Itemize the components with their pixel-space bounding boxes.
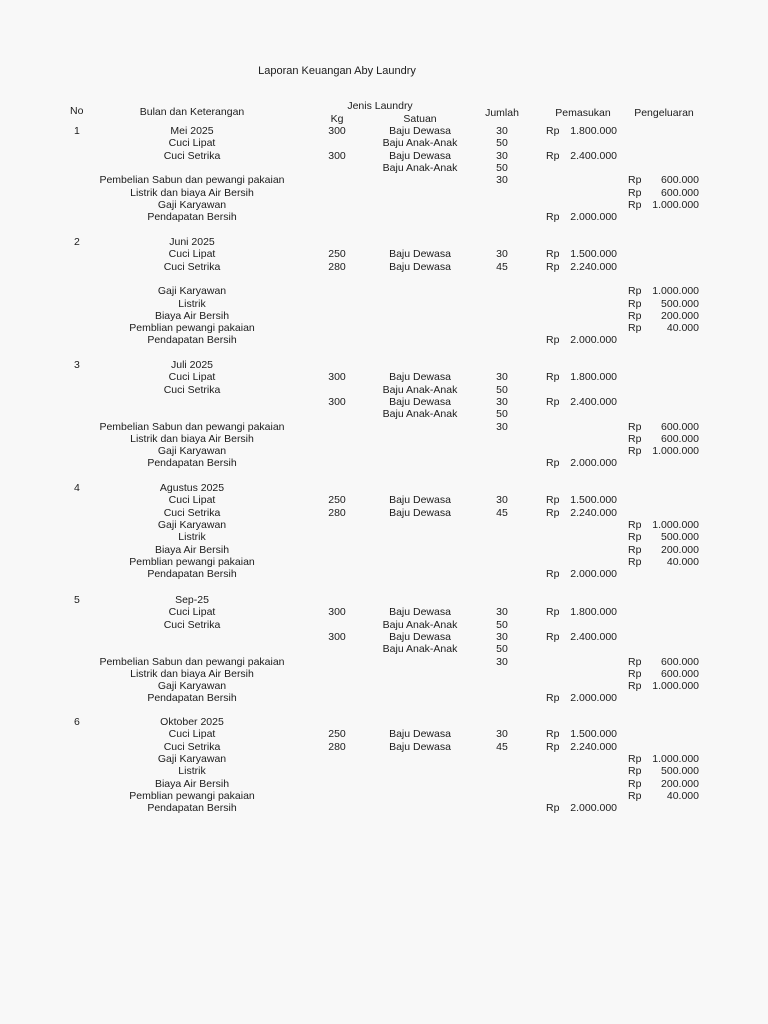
row-keterangan: Listrik (178, 765, 206, 777)
row-keterangan: Cuci Setrika (163, 384, 221, 396)
row-satuan: Baju Dewasa (389, 150, 451, 162)
row-satuan: Baju Dewasa (389, 494, 451, 506)
pengeluaran-currency: Rp (628, 680, 642, 692)
pengeluaran-currency: Rp (628, 656, 642, 668)
row-jumlah: 50 (496, 137, 508, 149)
report-title: Laporan Keuangan Aby Laundry (258, 65, 416, 77)
row-keterangan: Pendapatan Bersih (147, 457, 237, 469)
header-no: No (70, 105, 84, 117)
row-satuan: Baju Dewasa (389, 741, 451, 753)
row-jumlah: 45 (496, 261, 508, 273)
pemasukan-currency: Rp (546, 371, 560, 383)
row-satuan: Baju Anak-Anak (382, 643, 458, 655)
row-keterangan: Pembelian Sabun dan pewangi pakaian (99, 421, 285, 433)
row-satuan: Baju Dewasa (389, 261, 451, 273)
row-pemasukan: 2.400.000 (570, 150, 617, 162)
row-pengeluaran: 500.000 (661, 531, 699, 543)
row-jumlah: 45 (496, 507, 508, 519)
row-kg: 300 (328, 396, 346, 408)
row-keterangan: Pemblian pewangi pakaian (129, 790, 255, 802)
pengeluaran-currency: Rp (628, 778, 642, 790)
row-keterangan: Biaya Air Bersih (154, 778, 230, 790)
row-keterangan: Cuci Lipat (168, 137, 216, 149)
row-pemasukan: 1.800.000 (570, 125, 617, 137)
row-keterangan: Cuci Setrika (163, 619, 221, 631)
row-keterangan: Cuci Lipat (168, 728, 216, 740)
pengeluaran-currency: Rp (628, 322, 642, 334)
row-pengeluaran: 600.000 (661, 656, 699, 668)
row-jumlah: 30 (496, 606, 508, 618)
row-pemasukan: 1.500.000 (570, 728, 617, 740)
pemasukan-currency: Rp (546, 211, 560, 223)
pengeluaran-currency: Rp (628, 765, 642, 777)
row-pengeluaran: 1.000.000 (652, 753, 699, 765)
row-pemasukan: 1.500.000 (570, 494, 617, 506)
row-jumlah: 30 (496, 174, 508, 186)
row-pemasukan: 1.800.000 (570, 371, 617, 383)
row-keterangan: Cuci Lipat (168, 606, 216, 618)
row-pengeluaran: 1.000.000 (652, 445, 699, 457)
row-jumlah: 50 (496, 162, 508, 174)
row-pengeluaran: 1.000.000 (652, 680, 699, 692)
row-pengeluaran: 200.000 (661, 310, 699, 322)
row-jumlah: 30 (496, 371, 508, 383)
pemasukan-currency: Rp (546, 150, 560, 162)
row-keterangan: Cuci Setrika (163, 150, 221, 162)
pengeluaran-currency: Rp (628, 298, 642, 310)
pemasukan-currency: Rp (546, 692, 560, 704)
row-pemasukan: 1.500.000 (570, 248, 617, 260)
row-kg: 300 (328, 150, 346, 162)
row-pengeluaran: 1.000.000 (652, 519, 699, 531)
row-satuan: Baju Dewasa (389, 631, 451, 643)
row-keterangan: Listrik (178, 298, 206, 310)
row-pengeluaran: 600.000 (661, 187, 699, 199)
row-jumlah: 45 (496, 741, 508, 753)
row-keterangan: Cuci Setrika (163, 507, 221, 519)
pemasukan-currency: Rp (546, 606, 560, 618)
pengeluaran-currency: Rp (628, 199, 642, 211)
row-keterangan: Gaji Karyawan (157, 199, 227, 211)
row-satuan: Baju Dewasa (389, 248, 451, 260)
row-pemasukan: 2.000.000 (570, 457, 617, 469)
row-keterangan: Listrik dan biaya Air Bersih (130, 433, 254, 445)
section-number: 6 (74, 716, 80, 728)
pengeluaran-currency: Rp (628, 433, 642, 445)
row-keterangan: Pembelian Sabun dan pewangi pakaian (99, 174, 285, 186)
row-keterangan: Listrik dan biaya Air Bersih (130, 187, 254, 199)
row-keterangan: Cuci Lipat (168, 494, 216, 506)
row-jumlah: 50 (496, 619, 508, 631)
pemasukan-currency: Rp (546, 741, 560, 753)
row-jumlah: 30 (496, 631, 508, 643)
row-keterangan: Pendapatan Bersih (147, 568, 237, 580)
row-pengeluaran: 600.000 (661, 433, 699, 445)
row-keterangan: Pemblian pewangi pakaian (129, 556, 255, 568)
pemasukan-currency: Rp (546, 631, 560, 643)
row-satuan: Baju Dewasa (389, 606, 451, 618)
row-pemasukan: 2.240.000 (570, 507, 617, 519)
row-kg: 280 (328, 741, 346, 753)
row-jumlah: 30 (496, 396, 508, 408)
row-keterangan: Cuci Lipat (168, 371, 216, 383)
row-keterangan: Biaya Air Bersih (154, 544, 230, 556)
row-keterangan: Juli 2025 (170, 359, 214, 371)
pemasukan-currency: Rp (546, 507, 560, 519)
pengeluaran-currency: Rp (628, 790, 642, 802)
pemasukan-currency: Rp (546, 494, 560, 506)
row-pemasukan: 2.240.000 (570, 261, 617, 273)
row-pemasukan: 2.000.000 (570, 692, 617, 704)
row-keterangan: Gaji Karyawan (157, 285, 227, 297)
row-keterangan: Oktober 2025 (160, 716, 224, 728)
row-satuan: Baju Anak-Anak (382, 162, 458, 174)
row-keterangan: Pendapatan Bersih (147, 692, 237, 704)
row-pengeluaran: 40.000 (666, 790, 699, 802)
row-satuan: Baju Anak-Anak (382, 384, 458, 396)
pemasukan-currency: Rp (546, 334, 560, 346)
row-keterangan: Gaji Karyawan (157, 680, 227, 692)
header-bulan: Bulan dan Keterangan (139, 106, 245, 118)
row-kg: 300 (328, 606, 346, 618)
pengeluaran-currency: Rp (628, 445, 642, 457)
row-keterangan: Mei 2025 (170, 125, 214, 137)
row-satuan: Baju Anak-Anak (382, 408, 458, 420)
row-jumlah: 30 (496, 728, 508, 740)
row-jumlah: 30 (496, 248, 508, 260)
row-pengeluaran: 500.000 (661, 298, 699, 310)
row-keterangan: Biaya Air Bersih (154, 310, 230, 322)
row-satuan: Baju Dewasa (389, 507, 451, 519)
row-kg: 280 (328, 507, 346, 519)
row-pengeluaran: 600.000 (661, 668, 699, 680)
section-number: 5 (74, 594, 80, 606)
row-keterangan: Pendapatan Bersih (147, 334, 237, 346)
pengeluaran-currency: Rp (628, 421, 642, 433)
row-kg: 300 (328, 371, 346, 383)
section-number: 2 (74, 236, 80, 248)
row-jumlah: 50 (496, 643, 508, 655)
row-pengeluaran: 500.000 (661, 765, 699, 777)
row-keterangan: Pendapatan Bersih (147, 211, 237, 223)
pemasukan-currency: Rp (546, 728, 560, 740)
row-pengeluaran: 600.000 (661, 174, 699, 186)
row-kg: 280 (328, 261, 346, 273)
row-pemasukan: 2.000.000 (570, 211, 617, 223)
row-jumlah: 50 (496, 408, 508, 420)
row-keterangan: Gaji Karyawan (157, 753, 227, 765)
header-jumlah: Jumlah (485, 107, 519, 119)
pengeluaran-currency: Rp (628, 531, 642, 543)
row-keterangan: Agustus 2025 (159, 482, 225, 494)
row-pemasukan: 2.240.000 (570, 741, 617, 753)
row-pengeluaran: 600.000 (661, 421, 699, 433)
row-satuan: Baju Dewasa (389, 371, 451, 383)
row-keterangan: Cuci Setrika (163, 261, 221, 273)
pengeluaran-currency: Rp (628, 544, 642, 556)
header-pemasukan: Pemasukan (555, 107, 611, 119)
header-pengeluaran: Pengeluaran (634, 107, 694, 119)
row-jumlah: 30 (496, 150, 508, 162)
row-jumlah: 30 (496, 125, 508, 137)
pengeluaran-currency: Rp (628, 556, 642, 568)
pengeluaran-currency: Rp (628, 285, 642, 297)
row-pemasukan: 2.000.000 (570, 334, 617, 346)
header-kg: Kg (330, 113, 344, 125)
header-satuan: Satuan (403, 113, 437, 125)
row-pemasukan: 2.400.000 (570, 396, 617, 408)
row-kg: 250 (328, 494, 346, 506)
row-keterangan: Listrik (178, 531, 206, 543)
row-keterangan: Gaji Karyawan (157, 519, 227, 531)
pengeluaran-currency: Rp (628, 753, 642, 765)
row-keterangan: Pendapatan Bersih (147, 802, 237, 814)
row-pengeluaran: 1.000.000 (652, 199, 699, 211)
pengeluaran-currency: Rp (628, 174, 642, 186)
row-pemasukan: 1.800.000 (570, 606, 617, 618)
pengeluaran-currency: Rp (628, 668, 642, 680)
pemasukan-currency: Rp (546, 802, 560, 814)
row-keterangan: Pembelian Sabun dan pewangi pakaian (99, 656, 285, 668)
row-satuan: Baju Anak-Anak (382, 137, 458, 149)
section-number: 1 (74, 125, 80, 137)
row-pemasukan: 2.000.000 (570, 802, 617, 814)
row-keterangan: Cuci Setrika (163, 741, 221, 753)
row-satuan: Baju Anak-Anak (382, 619, 458, 631)
pemasukan-currency: Rp (546, 125, 560, 137)
row-keterangan: Pemblian pewangi pakaian (129, 322, 255, 334)
row-pengeluaran: 1.000.000 (652, 285, 699, 297)
pemasukan-currency: Rp (546, 568, 560, 580)
section-number: 3 (74, 359, 80, 371)
row-kg: 250 (328, 728, 346, 740)
header-jenis: Jenis Laundry (347, 100, 413, 112)
row-pengeluaran: 40.000 (666, 556, 699, 568)
row-jumlah: 30 (496, 494, 508, 506)
pemasukan-currency: Rp (546, 261, 560, 273)
row-kg: 300 (328, 631, 346, 643)
section-number: 4 (74, 482, 80, 494)
pemasukan-currency: Rp (546, 248, 560, 260)
row-pengeluaran: 200.000 (661, 544, 699, 556)
row-keterangan: Cuci Lipat (168, 248, 216, 260)
row-keterangan: Juni 2025 (169, 236, 215, 248)
row-keterangan: Sep-25 (175, 594, 209, 606)
pemasukan-currency: Rp (546, 457, 560, 469)
row-kg: 300 (328, 125, 346, 137)
row-jumlah: 50 (496, 384, 508, 396)
pengeluaran-currency: Rp (628, 310, 642, 322)
row-pengeluaran: 40.000 (666, 322, 699, 334)
pemasukan-currency: Rp (546, 396, 560, 408)
row-pemasukan: 2.000.000 (570, 568, 617, 580)
row-pemasukan: 2.400.000 (570, 631, 617, 643)
row-satuan: Baju Dewasa (389, 728, 451, 740)
row-kg: 250 (328, 248, 346, 260)
row-keterangan: Gaji Karyawan (157, 445, 227, 457)
row-satuan: Baju Dewasa (389, 125, 451, 137)
pengeluaran-currency: Rp (628, 187, 642, 199)
pengeluaran-currency: Rp (628, 519, 642, 531)
row-keterangan: Listrik dan biaya Air Bersih (130, 668, 254, 680)
row-pengeluaran: 200.000 (661, 778, 699, 790)
row-jumlah: 30 (496, 421, 508, 433)
row-jumlah: 30 (496, 656, 508, 668)
row-satuan: Baju Dewasa (389, 396, 451, 408)
